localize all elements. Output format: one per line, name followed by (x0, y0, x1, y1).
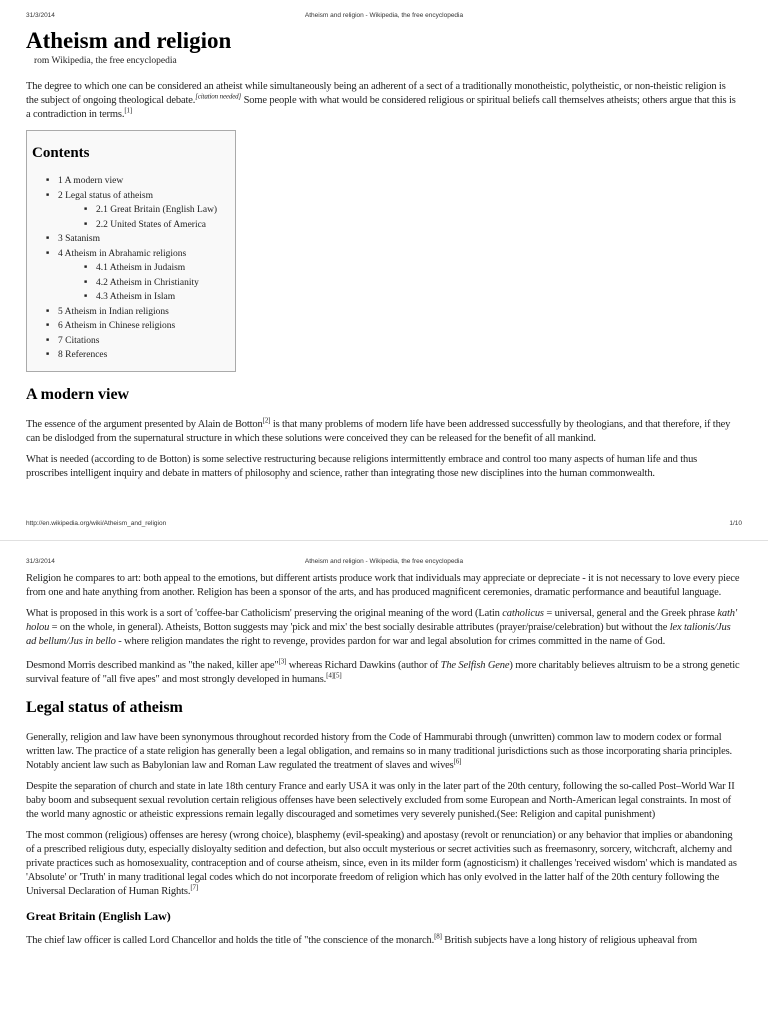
toc-item-citations[interactable]: ■ 7 Citations (46, 334, 235, 349)
paragraph-text: The most common (religious) offenses are heresy (wrong choice), blasphemy (evil-speaking) and apostasy (revolt or renunciation) or any behavior that implies or abandoning of a prescribed religious duty, especially disloyalty sedition and defection, but also occult mysterious or secret activities such as freemasonry, sorcery, witchcraft, alchemy and private practices such as homosexuality, contraception and of course atheism, since, even in its milder form (agnosticism) it challenges 'received wisdom' which is mandated as 'Absolute' or 'Truth' in many traditional legal codes which do not incorporate freedom of religion which has only evolved in the latter half of the 20th century following the Universal Declaration of Human Rights. (26, 830, 737, 897)
site-subtitle: rom Wikipedia, the free encyclopedia (34, 56, 177, 67)
toc-item-christianity[interactable]: ■ 4.2 Atheism in Christianity (84, 276, 235, 291)
header-title: Atheism and religion - Wikipedia, the free encyclopedia (304, 12, 464, 19)
toc-item-label[interactable]: 2 Legal status of atheism (58, 190, 153, 201)
intro-text-2: Some people with what would be considered religious or spiritual beliefs call themselves atheists; others argue that this is a contradiction in terms. (26, 95, 736, 121)
paragraph (26, 659, 740, 687)
footer-page-number: 1/10 (729, 520, 742, 527)
ref-link[interactable]: [1] (124, 106, 133, 115)
paragraph-text: What is proposed in this work is a sort of 'coffee-bar Catholicism' preserving the original meaning of the word (Latin (26, 608, 503, 619)
ref-link[interactable]: [7] (190, 883, 199, 892)
paragraph (26, 829, 740, 899)
paragraph-text: British subjects have a long history of religious upheaval from (441, 935, 697, 946)
ref-link[interactable]: [3] (278, 657, 287, 666)
italic-term: catholicus (502, 608, 544, 619)
toc-item-label[interactable]: 4 Atheism in Abrahamic religions (58, 248, 187, 259)
paragraph-text: whereas Richard Dawkins (author of (286, 660, 441, 671)
paragraph-text: = on the whole, in general). Atheists, Botton suggests may 'pick and mix' the best socially desirable attributes (prayer/praise/celebration) but without the (49, 622, 670, 633)
section-heading-modern-view: A modern view (26, 385, 130, 403)
page-title: Atheism and religion (26, 28, 232, 53)
paragraph (26, 731, 740, 773)
toc-item-satanism[interactable]: ■ 3 Satanism (46, 232, 235, 247)
footer-url: http://en.wikipedia.org/wiki/Atheism_and_religion (26, 520, 167, 527)
paragraph (26, 607, 740, 649)
header-date: 31/3/2014 (26, 558, 55, 565)
paragraph-text: = universal, general and the Greek phrase (543, 608, 718, 619)
citation-needed-text[interactable]: [citation needed] (195, 92, 242, 101)
intro-paragraph (26, 80, 740, 122)
toc-sublist (58, 203, 235, 232)
toc-title: Contents (32, 145, 90, 162)
paragraph: Religion he compares to art: both appeal to the emotions, but different artists produce work that individuals may appreciate or depreciate - it is not necessary to love every piece from one and hate anything from another. Religion has been a sponsor of the arts, and has produced magnificent ceremonies, dramatic performance and beautiful language. (26, 573, 740, 598)
paragraph-text: Desmond Morris described mankind as "the naked, killer ape" (26, 660, 279, 671)
paragraph-text: Generally, religion and law have been synonymous throughout recorded history from the Code of Hammurabi through (unwritten) common law to modern codex or formal written law. The practice of a state religion has generally been a legal obligation, and remains so in many traditional jurisdictions such as those incorporating sharia principles. Notably ancient law such as Babylonian law and Roman Law regulated the treatment of slaves and wives (26, 732, 733, 771)
toc-item-references[interactable]: ■ 8 References (46, 348, 235, 363)
toc-list (32, 174, 235, 363)
paragraph-text: The chief law officer is called Lord Chancellor and holds the title of "the conscience of the monarch. (26, 935, 435, 946)
subsection-heading-great-britain: Great Britain (English Law) (26, 909, 171, 923)
section-heading-legal-status: Legal status of atheism (26, 699, 183, 716)
toc-item-usa[interactable]: ■ 2.2 United States of America (84, 218, 235, 233)
italic-term: The Selfish Gene (440, 660, 510, 671)
toc-item-judaism[interactable]: ■ 4.1 Atheism in Judaism (84, 261, 235, 276)
toc-item-modern-view[interactable]: ■ 1 A modern view (46, 174, 235, 189)
table-of-contents (26, 130, 236, 372)
toc-item-indian[interactable]: ■ 5 Atheism in Indian religions (46, 305, 235, 320)
ref-link[interactable]: [4][5] (326, 671, 342, 680)
toc-item-abrahamic[interactable] (46, 247, 235, 305)
header-date: 31/3/2014 (26, 12, 55, 19)
toc-item-chinese[interactable]: ■ 6 Atheism in Chinese religions (46, 319, 235, 334)
italic-term: lex talionis/Jus ad bellum/Jus in bello (26, 622, 731, 647)
toc-item-legal-status[interactable] (46, 189, 235, 233)
toc-item-great-britain[interactable]: ■ 2.1 Great Britain (English Law) (84, 203, 235, 218)
ref-link[interactable]: [2] (262, 416, 271, 425)
paragraph (26, 934, 740, 948)
paragraph: What is needed (according to de Botton) is some selective restructuring because religions intermittently embrace and control too many aspects of human life and thus proscribes intelligent inquiry and debate in matters of philosophy and science, rather than integrating those new disciplines into the human commonwealth. (26, 453, 698, 479)
italic-term: kath' holou (26, 608, 737, 633)
paragraph: Despite the separation of church and state in late 18th century France and early USA it was only in the later part of the 20th century, following the so-called Post–World War II baby boom and subsequent sexual revolution certain religious offenses have been selectively excluded from some European and North-American legal constraints. In most of the world many agnostic or atheistic expressions remain legally discouraged and sometimes very severely punished.(See: Religion and capital punishment) (26, 781, 735, 820)
paragraph (26, 418, 740, 446)
ref-link[interactable]: [8] (434, 932, 442, 941)
paragraph-text: - where religion mandates the right to revenge, provides pardon for war and legal absolution for crimes committed in the name of God. (115, 636, 666, 647)
paragraph-text: is that many problems of modern life have been addressed successfully by theologians, and that therefore, if they can be dislodged from the supernatural structure in which these solutions were conceived they can be released for the benefit of all mankind. (26, 418, 731, 444)
paragraph-text: The essence of the argument presented by Alain de Botton (26, 418, 263, 430)
toc-sublist (58, 261, 235, 305)
paragraph-text: ) more charitably believes altruism to be a strong genetic survival feature of "all five apes" and most strongly developed in humans. (26, 660, 740, 685)
intro-text-1: The degree to which one can be considered an atheist while simultaneously being an adherent of a sect of a traditionally monotheistic, polytheistic, or non-theistic religion is the subject of ongoing theological debate. (26, 81, 726, 107)
citation-needed[interactable] (195, 93, 241, 101)
article-body (26, 28, 740, 488)
article-body (26, 572, 740, 955)
ref-link[interactable]: [6] (453, 757, 462, 766)
pdf-page-2 (0, 546, 768, 1030)
header-title: Atheism and religion - Wikipedia, the free encyclopedia (304, 558, 464, 565)
toc-item-islam[interactable]: ■ 4.3 Atheism in Islam (84, 290, 235, 305)
